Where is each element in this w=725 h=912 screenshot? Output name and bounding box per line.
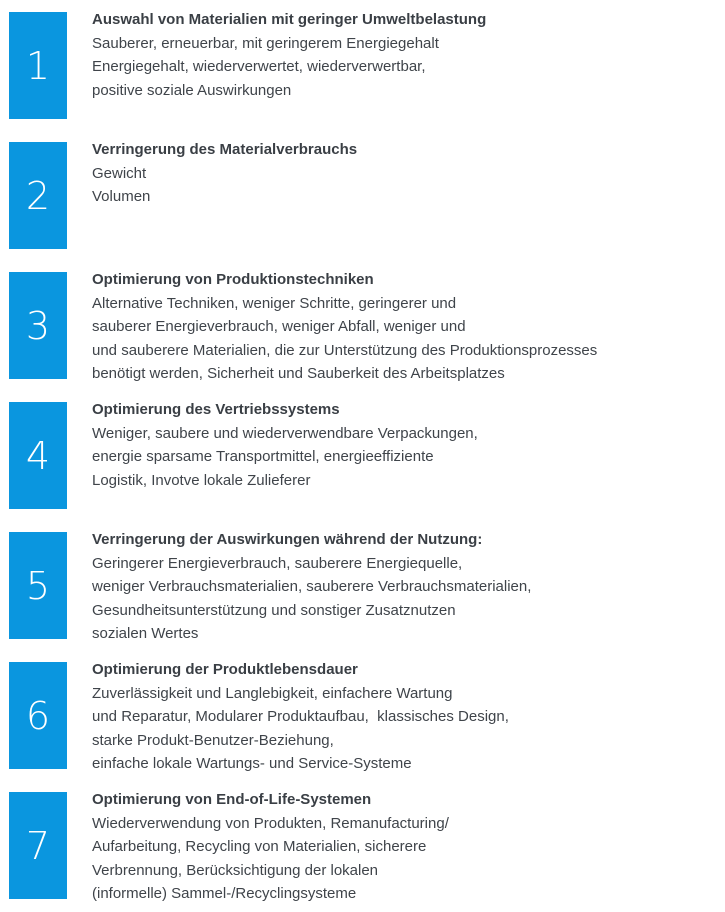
item-number: 4 [25,433,51,478]
list-item [0,260,725,380]
item-line: und sauberere Materialien, die zur Unterstützung des Produktionsprozesses [92,341,598,359]
list-item [0,780,725,900]
item-text [92,788,712,906]
item-number: 2 [25,173,51,218]
item-title: Optimierung der Produktlebensdauer [92,661,358,678]
item-line: (informelle) Sammel-/Recyclingsysteme [92,885,357,902]
item-line: benötigt werden, Sicherheit und Sauberkeit des Arbeitsplatzes [92,365,505,382]
item-text [92,528,712,646]
item-line: Gewicht [92,164,147,182]
item-line: Energiegehalt, wiederverwertet, wiederverwertbar, [92,58,426,75]
list-item [0,650,725,770]
item-number: 3 [25,303,51,348]
item-line: einfache lokale Wartungs- und Service-Systeme [92,755,412,772]
item-line: Geringerer Energieverbrauch, sauberere Energiequelle, [92,554,463,572]
item-title: Verringerung der Auswirkungen während der Nutzung: [92,531,483,548]
item-line: sauberer Energieverbrauch, weniger Abfall, weniger und [92,318,466,335]
item-title: Optimierung von Produktionstechniken [92,271,374,288]
item-line: positive soziale Auswirkungen [92,81,292,99]
item-line: sozialen Wertes [92,625,199,642]
item-line: Sauberer, erneuerbar, mit geringerem Energiegehalt [92,34,439,52]
item-text [92,398,712,492]
item-line: weniger Verbrauchsmaterialien, sauberere Verbrauchsmaterialien, [92,578,532,595]
item-line: Wiederverwendung von Produkten, Remanufacturing/ [92,814,449,832]
item-line: Gesundheitsunterstützung und sonstiger Zusatznutzen [92,601,456,619]
item-line: Logistik, Invotve lokale Zulieferer [92,471,311,489]
number-badge [9,792,67,899]
item-title: Auswahl von Materialien mit geringer Umweltbelastung [92,11,487,28]
item-number: 7 [25,823,51,868]
number-badge [9,662,67,769]
item-title: Optimierung von End-of-Life-Systemen [92,791,372,808]
item-text [92,8,712,102]
item-number: 1 [25,43,51,88]
item-text [92,138,712,209]
item-title: Optimierung des Vertriebssystems [92,401,340,418]
item-line: und Reparatur, Modularer Produktaufbau, klassisches Design, [92,708,509,725]
item-line: energie sparsame Transportmittel, energieeffiziente [92,448,434,465]
number-badge [9,532,67,639]
item-text [92,658,712,776]
item-number: 5 [25,563,51,608]
item-line: Verbrennung, Berücksichtigung der lokalen [92,861,379,879]
number-badge [9,142,67,249]
item-line: starke Produkt-Benutzer-Beziehung, [92,731,334,749]
list-item [0,130,725,250]
item-line: Alternative Techniken, weniger Schritte, geringerer und [92,294,457,312]
item-line: Volumen [92,188,151,205]
list-item [0,0,725,120]
item-number: 6 [25,693,51,738]
item-line: Weniger, saubere und wiederverwendbare Verpackungen, [92,424,478,442]
item-line: Aufarbeitung, Recycling von Materialien, sicherere [92,838,427,855]
list-item [0,520,725,640]
item-title: Verringerung des Materialverbrauchs [92,141,358,158]
list-item [0,390,725,510]
item-line: Zuverlässigkeit und Langlebigkeit, einfachere Wartung [92,684,453,702]
number-badge [9,12,67,119]
number-badge [9,402,67,509]
number-badge [9,272,67,379]
item-text [92,268,712,386]
